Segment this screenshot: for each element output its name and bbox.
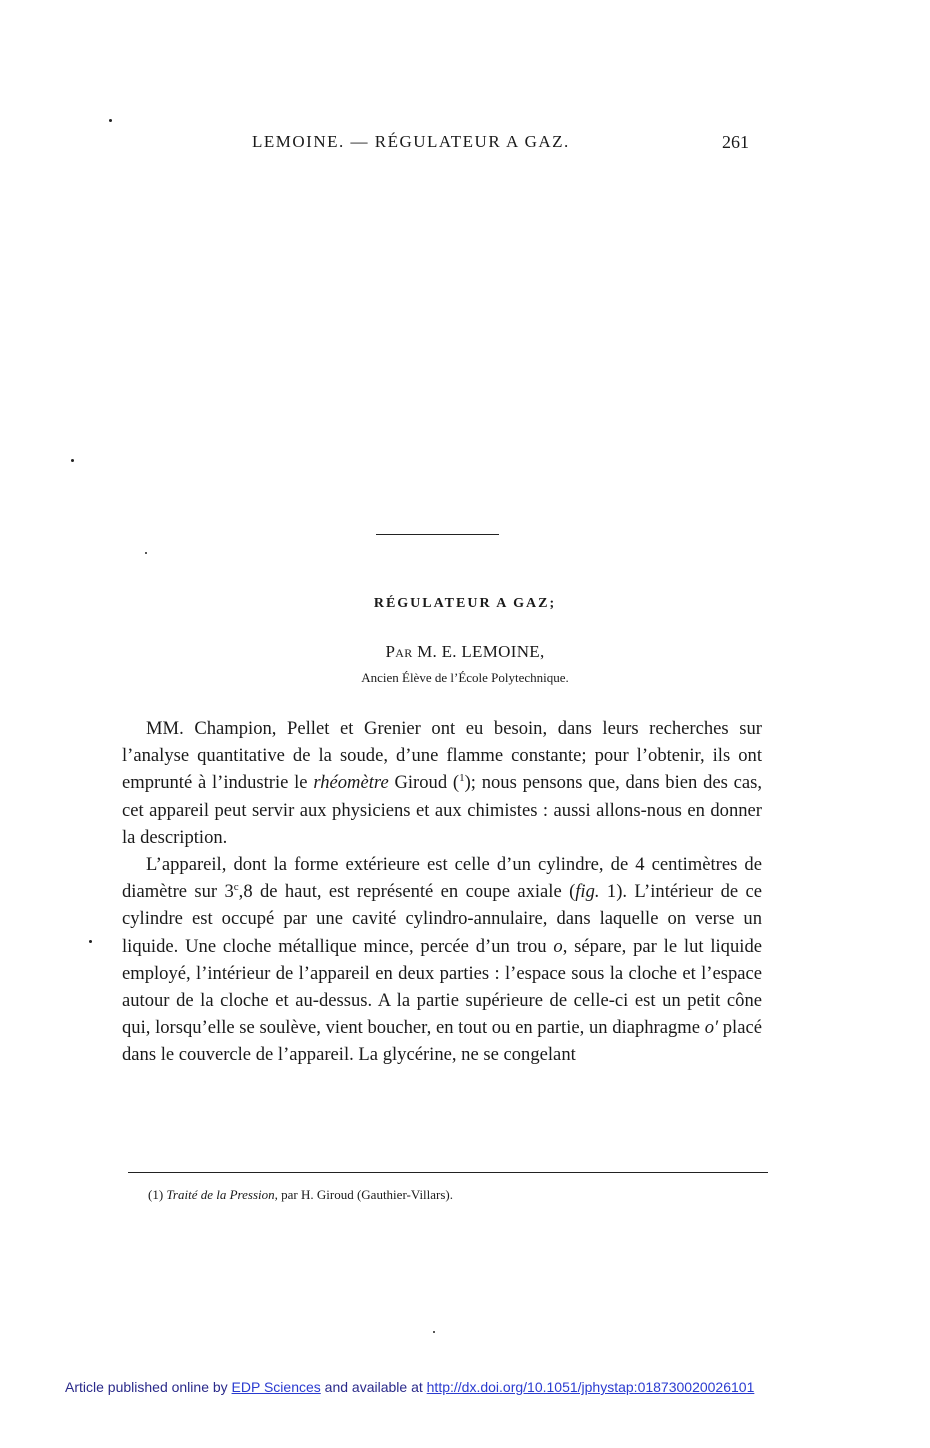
figure-ref: fig. xyxy=(575,881,600,903)
symbol: o xyxy=(553,935,563,957)
running-header xyxy=(0,132,930,158)
article-body xyxy=(122,715,762,1069)
scan-speck xyxy=(145,552,147,554)
text-run: placé dans le couvercle de l’appareil. La glycérine, ne se congelant xyxy=(122,1017,762,1066)
scan-speck xyxy=(71,459,74,462)
edp-sciences-link[interactable]: EDP Sciences xyxy=(231,1379,321,1395)
text-run: 1). L’intérieur de ce cylindre est occupé par une cavité cylindro-annulaire, dans laquelle on verse un liquide. Une cloche métallique mince, percée d’un trou xyxy=(122,881,762,957)
footnote-marker: (1) xyxy=(148,1187,164,1202)
byline-prefix: Par xyxy=(385,642,413,661)
text-run: L’appareil, dont la forme extérieure est celle d’un cylindre, de 4 centimètres de diamètre sur 3 xyxy=(122,854,762,903)
byline xyxy=(0,642,930,662)
running-title: LEMOINE. — RÉGULATEUR A GAZ. xyxy=(252,132,570,151)
text-run: ); nous pensons que, dans bien des cas, cet appareil peut servir aux physiciens et aux chimistes : aussi allons-nous en donner la description. xyxy=(122,772,762,848)
paragraph xyxy=(122,851,762,1069)
footnote-ref: 1 xyxy=(459,772,465,785)
section-rule xyxy=(376,534,499,535)
doi-link[interactable]: http://dx.doi.org/10.1051/jphystap:018730020026101 xyxy=(426,1379,755,1395)
paragraph xyxy=(122,715,762,851)
author-affiliation: Ancien Élève de l’École Polytechnique. xyxy=(361,670,569,685)
author-name: M. E. LEMOINE, xyxy=(417,642,545,661)
scan-speck xyxy=(433,1331,435,1333)
superscript: c xyxy=(233,881,239,894)
footnote-title: Traité de la Pression, xyxy=(166,1187,278,1202)
text-run: ,8 de haut, est représenté en coupe axiale ( xyxy=(238,881,576,903)
footnote xyxy=(148,1187,453,1203)
scan-speck xyxy=(109,119,112,122)
text-run: MM. Champion, Pellet et Grenier ont eu besoin, dans leurs recherches sur l’analyse quantitative de la soude, d’une flamme constante; pour l’obtenir, ils ont emprunté à l’industrie le xyxy=(122,718,762,794)
symbol: o′ xyxy=(704,1017,719,1039)
page-number: 261 xyxy=(722,132,749,152)
article-title: RÉGULATEUR A GAZ; xyxy=(373,596,557,611)
footer-text: and available at xyxy=(320,1379,427,1395)
text-run-italic: rhéomètre xyxy=(313,772,389,794)
publisher-footer xyxy=(65,1379,754,1395)
scan-speck xyxy=(89,940,92,943)
footer-text: Article published online by xyxy=(65,1379,232,1395)
text-run: , sépare, par le lut liquide employé, l’intérieur de l’appareil en deux parties : l’espace sous la cloche et l’espace autour de la cloche et au-dessus. A la partie supérieure de celle-ci est un petit cône qui, lorsqu’elle se soulève, vient boucher, en tout ou en partie, un diaphragme xyxy=(122,935,762,1039)
footnote-rule xyxy=(128,1172,768,1173)
footnote-text: par H. Giroud (Gauthier-Villars). xyxy=(277,1187,454,1202)
text-run: Giroud ( xyxy=(388,772,460,794)
